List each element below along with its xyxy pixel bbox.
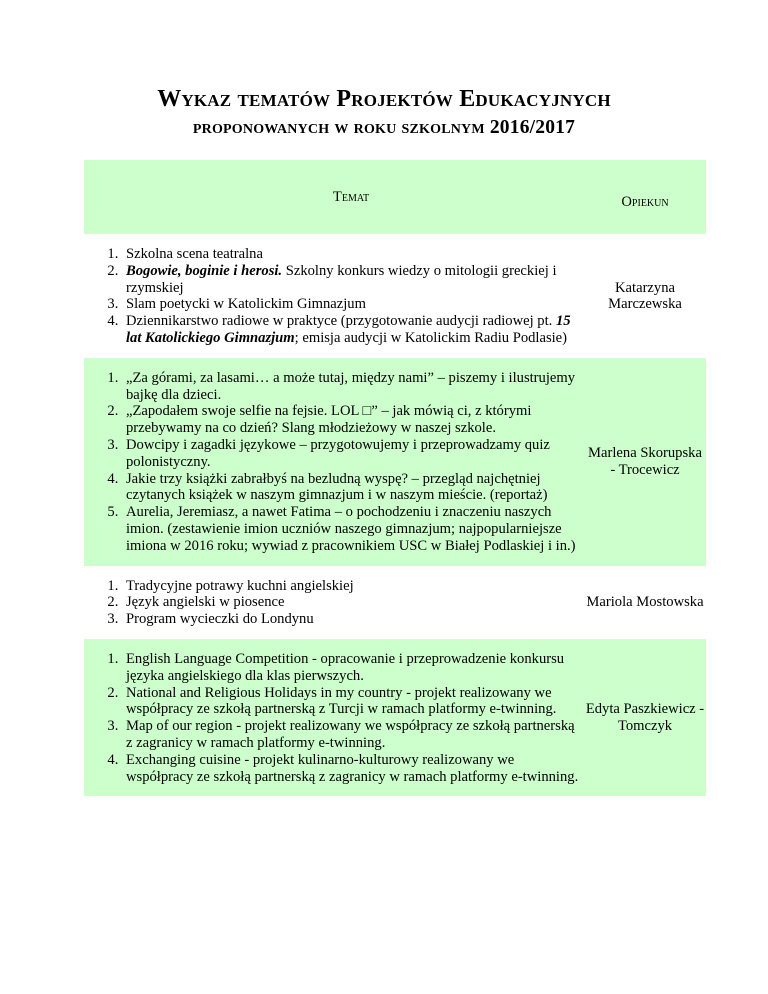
list-item: 3. Map of our region - projekt realizowany we współpracy ze szkołą partnerską z zagranicy w ramach platformy e-twinning. bbox=[122, 718, 584, 752]
list-item: 1. English Language Competition - opracowanie i przeprowadzenie konkursu języka angielskiego dla klas pierwszych. bbox=[122, 651, 584, 685]
table-header-row bbox=[84, 160, 706, 234]
topic-list bbox=[84, 246, 584, 347]
tutor-cell: Katarzyna Marczewska bbox=[584, 234, 706, 358]
list-item: 3. Dowcipy i zagadki językowe – przygotowujemy i przeprowadzamy quiz polonistyczny. bbox=[122, 437, 584, 471]
tutor-cell: Mariola Mostowska bbox=[584, 566, 706, 639]
list-item: 4. Dziennikarstwo radiowe w praktyce (przygotowanie audycji radiowej pt. 15 lat Katolickiego Gimnazjum; emisja audycji w Katolickim Radiu Podlasie) bbox=[122, 313, 584, 347]
list-item: 2. National and Religious Holidays in my country - projekt realizowany we współpracy ze szkołą partnerską z Turcji w ramach platformy e-twinning. bbox=[122, 685, 584, 719]
tutor-cell: Marlena Skorupska - Trocewicz bbox=[584, 358, 706, 566]
document-subtitle: proponowanych w roku szkolnym 2016/2017 bbox=[192, 117, 576, 138]
topic-cell bbox=[84, 566, 584, 639]
project-title: 15 lat Katolickiego Gimnazjum bbox=[126, 313, 571, 346]
list-item: 2. Język angielski w piosence bbox=[122, 594, 584, 611]
header-tutor: Opiekun bbox=[584, 160, 706, 234]
list-item: 2. „Zapodałem swoje selfie na fejsie. LOL □” – jak mówią ci, z którymi przebywamy na co dzień? Slang młodzieżowy w naszej szkole. bbox=[122, 403, 584, 437]
table-row bbox=[84, 234, 706, 358]
list-item: 4. Exchanging cuisine - projekt kulinarno-kulturowy realizowany we współpracy ze szkołą partnerską z zagranicy w ramach platformy e-twinning. bbox=[122, 752, 584, 786]
list-item: 1. Tradycyjne potrawy kuchni angielskiej bbox=[122, 578, 584, 595]
list-item: 3. Slam poetycki w Katolickim Gimnazjum bbox=[122, 296, 584, 313]
list-item: 1. Szkolna scena teatralna bbox=[122, 246, 584, 263]
table-row bbox=[84, 358, 706, 566]
tutor-cell: Edyta Paszkiewicz - Tomczyk bbox=[584, 639, 706, 796]
table-row bbox=[84, 566, 706, 639]
header-topic: Temat bbox=[84, 160, 584, 234]
topic-cell bbox=[84, 639, 584, 796]
list-item: 1. „Za górami, za lasami… a może tutaj, między nami” – piszemy i ilustrujemy bajkę dla dzieci. bbox=[122, 370, 584, 404]
topic-list bbox=[84, 651, 584, 785]
list-item: 5. Aurelia, Jeremiasz, a nawet Fatima – o pochodzeniu i znaczeniu naszych imion. (zestawienie imion uczniów naszego gimnazjum; najpopularniejsze imiona w 2016 roku; wywiad z pracownikiem USC w Białej Podlaskiej i in.) bbox=[122, 504, 584, 554]
list-item: 2. Bogowie, boginie i herosi. Szkolny konkurs wiedzy o mitologii greckiej i rzymskiej bbox=[122, 263, 584, 297]
project-title: Bogowie, boginie i herosi. bbox=[126, 262, 283, 279]
list-item: 3. Program wycieczki do Londynu bbox=[122, 611, 584, 628]
topic-cell bbox=[84, 358, 584, 566]
document-title: Wykaz tematów Projektów Edukacyjnych bbox=[157, 86, 611, 112]
projects-table bbox=[84, 160, 706, 796]
topic-list bbox=[84, 578, 584, 628]
topic-cell bbox=[84, 234, 584, 358]
list-item: 4. Jakie trzy książki zabrałbyś na bezludną wyspę? – przegląd najchętniej czytanych książek w naszym gimnazjum i w naszym mieście. (reportaż) bbox=[122, 471, 584, 505]
topic-list bbox=[84, 370, 584, 555]
table-row bbox=[84, 639, 706, 796]
